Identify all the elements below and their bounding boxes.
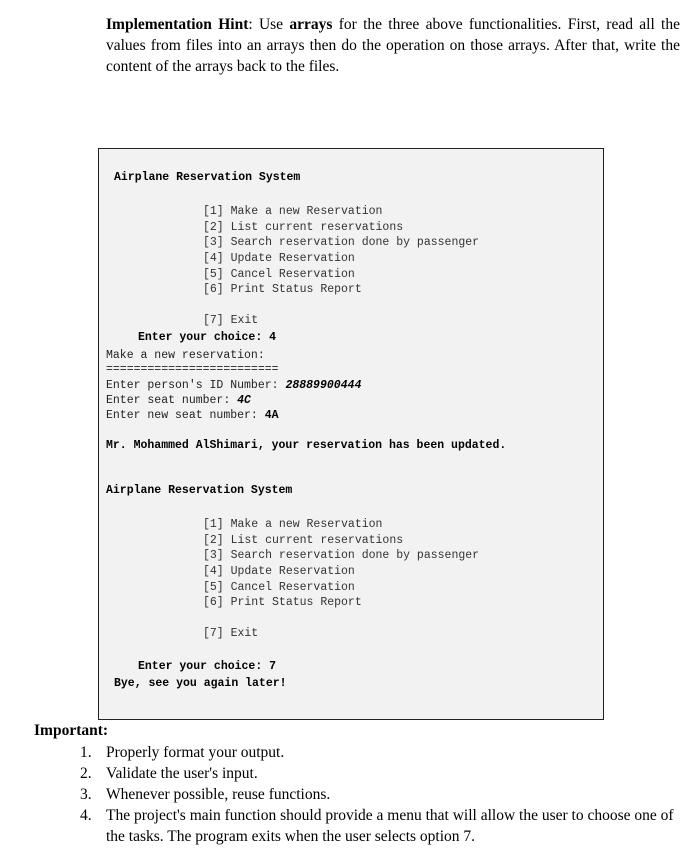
seat-line [106,394,251,408]
list-item-number: 2. [80,765,92,782]
id-value: 28889900444 [285,379,362,392]
list-item [80,742,684,763]
seat-prompt: Enter seat number: [106,394,238,407]
new-seat-line [106,409,279,423]
new-seat-value: 4A [264,409,279,422]
hint-bold-word: arrays [289,16,333,33]
menu-1-item-1: [1] Make a new Reservation [203,205,383,218]
reservation-updated-message: Mr. Mohammed AlShimari, your reservation has been updated. [106,439,507,452]
list-item [80,784,684,805]
menu-2-item-4: [4] Update Reservation [203,565,355,578]
choice-value-2: 7 [269,660,277,673]
list-item-text: Validate the user's input. [106,765,258,782]
list-item-number: 1. [80,744,92,761]
list-item-text: The project's main function should provide a menu that will allow the user to choose one of the tasks. The program exits when the user selects option 7. [106,807,674,845]
id-line [106,379,361,393]
bye-message: Bye, see you again later! [114,677,287,690]
console-output-panel [98,148,604,720]
menu-1-item-4: [4] Update Reservation [203,252,355,265]
new-seat-prompt: Enter new seat number: [106,409,265,422]
menu-1-item-5: [5] Cancel Reservation [203,268,355,281]
menu-1-item-3: [3] Search reservation done by passenger [203,236,480,249]
seat-value: 4C [237,394,251,407]
list-item-number: 4. [80,807,92,824]
console-title-2: Airplane Reservation System [106,484,293,497]
hint-label: Implementation Hint [106,16,249,33]
console-title-1: Airplane Reservation System [114,171,301,184]
choice-line-1 [138,331,276,345]
list-item [80,805,684,847]
choice-prompt-2: Enter your choice: [138,660,270,673]
choice-prompt-1: Enter your choice: [138,331,270,344]
new-reservation-heading: Make a new reservation: [106,349,265,362]
implementation-hint-paragraph [106,14,680,77]
list-item-number: 3. [80,786,92,803]
choice-line-2 [138,660,276,674]
requirements-list [80,742,684,847]
menu-1-item-6: [6] Print Status Report [203,283,362,296]
choice-value-1: 4 [269,331,277,344]
menu-2-item-5: [5] Cancel Reservation [203,581,355,594]
menu-2-item-3: [3] Search reservation done by passenger [203,549,480,562]
important-heading: Important: [34,722,109,739]
list-item [80,763,684,784]
menu-1-exit: [7] Exit [203,314,259,327]
list-item-text: Properly format your output. [106,744,285,761]
menu-2-exit: [7] Exit [203,627,259,640]
divider-line: ========================= [106,363,279,376]
id-prompt: Enter person's ID Number: [106,379,286,392]
hint-text-1: : Use [248,16,290,33]
hint-text-2: for the three above functionalities. First, read all the values from files into an arrays then do the operation on those arrays. After that, write the content of the arrays back to the files. [106,16,680,75]
menu-2-item-2: [2] List current reservations [203,534,404,547]
menu-1-item-2: [2] List current reservations [203,221,404,234]
menu-2-item-6: [6] Print Status Report [203,596,362,609]
list-item-text: Whenever possible, reuse functions. [106,786,331,803]
menu-2-item-1: [1] Make a new Reservation [203,518,383,531]
